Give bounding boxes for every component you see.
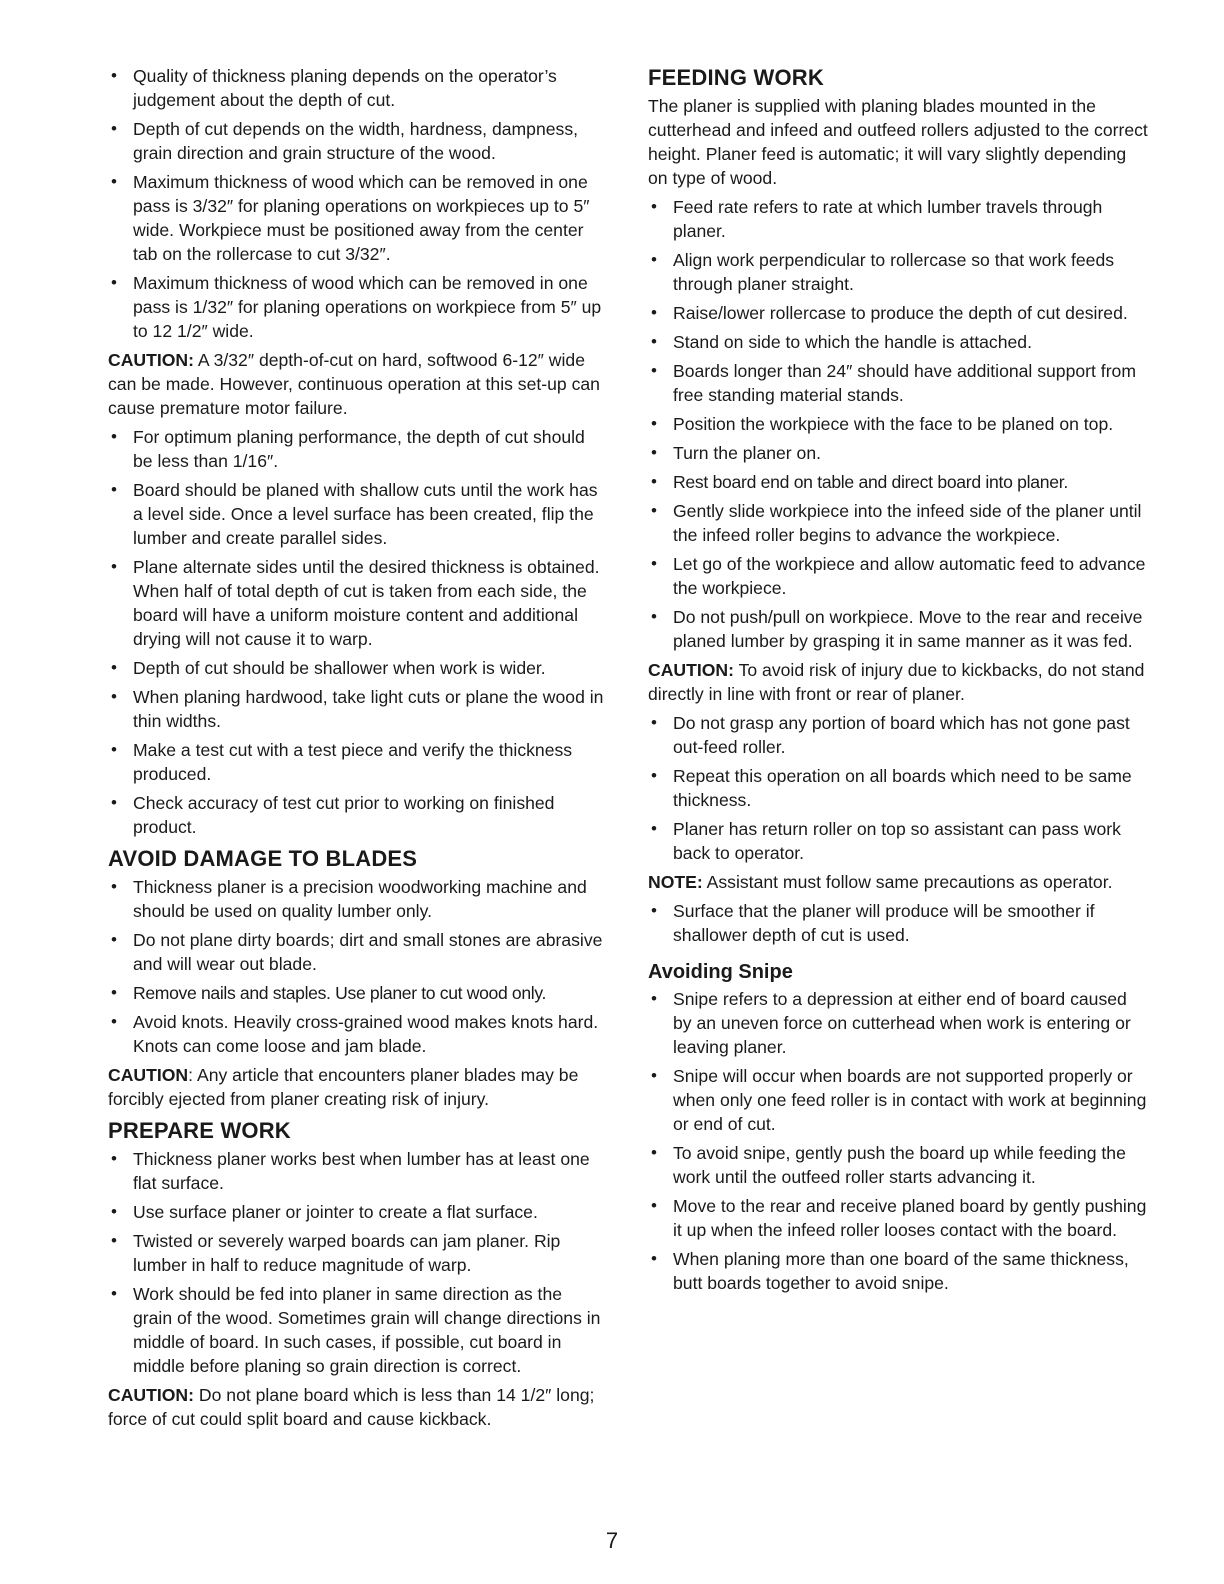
list-item: • Boards longer than 24″ should have additional support from free standing material stands. xyxy=(648,359,1148,407)
note-paragraph xyxy=(648,870,1148,894)
list-item: • Repeat this operation on all boards which need to be same thickness. xyxy=(648,764,1148,812)
handling-list xyxy=(648,711,1148,865)
list-item: • Work should be fed into planer in same direction as the grain of the wood. Sometimes grain will change directions in middle of board. In such cases, if possible, cut board in middle before planing so grain direction is correct. xyxy=(108,1282,604,1378)
list-item: • Gently slide workpiece into the infeed side of the planer until the infeed roller begins to advance the workpiece. xyxy=(648,499,1148,547)
list-item: • Maximum thickness of wood which can be removed in one pass is 3/32″ for planing operations on workpieces up to 5″ wide. Workpiece must be positioned away from the center tab on the rollercase to cut 3/32″. xyxy=(108,170,604,266)
avoid-damage-heading: AVOID DAMAGE TO BLADES xyxy=(108,846,418,871)
feeding-work-heading: FEEDING WORK xyxy=(648,65,824,90)
caution-label: CAUTION: xyxy=(108,350,195,370)
avoiding-snipe-heading: Avoiding Snipe xyxy=(648,961,793,983)
list-item: • Planer has return roller on top so assistant can pass work back to operator. xyxy=(648,817,1148,865)
list-item: • Use surface planer or jointer to create a flat surface. xyxy=(108,1200,604,1224)
list-item: • Stand on side to which the handle is attached. xyxy=(648,330,1148,354)
list-item: • Feed rate refers to rate at which lumber travels through planer. xyxy=(648,195,1148,243)
feeding-intro: The planer is supplied with planing blades mounted in the cutterhead and infeed and outfeed rollers adjusted to the correct height. Planer feed is automatic; it will vary slightly depending on type of wood. xyxy=(648,96,1148,188)
list-item: • Do not grasp any portion of board which has not gone past out-feed roller. xyxy=(648,711,1148,759)
note-label: NOTE: xyxy=(648,872,703,892)
list-item: • Raise/lower rollercase to produce the depth of cut desired. xyxy=(648,301,1148,325)
caution-label: CAUTION: xyxy=(108,1385,195,1405)
caution-paragraph xyxy=(108,1063,604,1111)
list-item: • Depth of cut should be shallower when work is wider. xyxy=(108,656,604,680)
list-item: • To avoid snipe, gently push the board up while feeding the work until the outfeed roller starts advancing it. xyxy=(648,1141,1148,1189)
caution-label: CAUTION: xyxy=(648,660,735,680)
prepare-work-heading: PREPARE WORK xyxy=(108,1118,291,1143)
list-item: • Do not push/pull on workpiece. Move to the rear and receive planed lumber by grasping it in same manner as it was fed. xyxy=(648,605,1148,653)
list-item: • Snipe will occur when boards are not supported properly or when only one feed roller is in contact with work at beginning or end of cut. xyxy=(648,1064,1148,1136)
list-item: • Do not plane dirty boards; dirt and small stones are abrasive and will wear out blade. xyxy=(108,928,604,976)
caution-paragraph xyxy=(108,1383,604,1431)
list-item: • For optimum planing performance, the depth of cut should be less than 1/16″. xyxy=(108,425,604,473)
snipe-list xyxy=(648,987,1148,1295)
surface-list xyxy=(648,899,1148,947)
list-item: • Board should be planed with shallow cuts until the work has a level side. Once a level surface has been created, flip the lumber and create parallel sides. xyxy=(108,478,604,550)
caution-text: Do not plane board which is less than 14 1/2″ long; force of cut could split board and cause kickback. xyxy=(108,1385,595,1429)
list-item: • Align work perpendicular to rollercase so that work feeds through planer straight. xyxy=(648,248,1148,296)
list-item: • Avoid knots. Heavily cross-grained wood makes knots hard. Knots can come loose and jam blade. xyxy=(108,1010,604,1058)
list-item: • Let go of the workpiece and allow automatic feed to advance the workpiece. xyxy=(648,552,1148,600)
caution-text: A 3/32″ depth-of-cut on hard, softwood 6-12″ wide can be made. However, continuous operation at this set-up can cause premature motor failure. xyxy=(108,350,600,418)
list-item: • Move to the rear and receive planed board by gently pushing it up when the infeed roller looses contact with the board. xyxy=(648,1194,1148,1242)
list-item: • Maximum thickness of wood which can be removed in one pass is 1/32″ for planing operations on workpiece from 5″ up to 12 1/2″ wide. xyxy=(108,271,604,343)
list-item: • Rest board end on table and direct board into planer. xyxy=(648,470,1148,494)
caution-text: To avoid risk of injury due to kickbacks, do not stand directly in line with front or rear of planer. xyxy=(648,660,1145,704)
list-item: • When planing hardwood, take light cuts or plane the wood in thin widths. xyxy=(108,685,604,733)
list-item: • Plane alternate sides until the desired thickness is obtained. When half of total depth of cut is taken from each side, the board will have a uniform moisture content and additional drying will not cause it to warp. xyxy=(108,555,604,651)
planing-tips-list xyxy=(108,425,604,839)
list-item: • Surface that the planer will produce will be smoother if shallower depth of cut is used. xyxy=(648,899,1148,947)
feeding-list xyxy=(648,195,1148,653)
list-item: • Check accuracy of test cut prior to working on finished product. xyxy=(108,791,604,839)
list-item: • Make a test cut with a test piece and verify the thickness produced. xyxy=(108,738,604,786)
page-number: 7 xyxy=(605,1528,619,1553)
caution-text: : Any article that encounters planer blades may be forcibly ejected from planer creating risk of injury. xyxy=(108,1065,579,1109)
note-text: Assistant must follow same precautions as operator. xyxy=(702,872,1113,892)
caution-paragraph xyxy=(108,348,604,420)
intro-list xyxy=(108,64,604,343)
list-item: • Twisted or severely warped boards can jam planer. Rip lumber in half to reduce magnitude of warp. xyxy=(108,1229,604,1277)
caution-paragraph xyxy=(648,658,1148,706)
list-item: • Quality of thickness planing depends on the operator’s judgement about the depth of cut. xyxy=(108,64,604,112)
avoid-damage-list xyxy=(108,875,604,1058)
list-item: • Position the workpiece with the face to be planed on top. xyxy=(648,412,1148,436)
list-item: • Turn the planer on. xyxy=(648,441,1148,465)
left-column xyxy=(108,64,604,1436)
list-item: • Thickness planer is a precision woodworking machine and should be used on quality lumber only. xyxy=(108,875,604,923)
list-item: • Snipe refers to a depression at either end of board caused by an uneven force on cutterhead when work is entering or leaving planer. xyxy=(648,987,1148,1059)
prepare-work-list xyxy=(108,1147,604,1378)
list-item: • Depth of cut depends on the width, hardness, dampness, grain direction and grain structure of the wood. xyxy=(108,117,604,165)
caution-label: CAUTION xyxy=(108,1065,189,1085)
list-item: • Thickness planer works best when lumber has at least one flat surface. xyxy=(108,1147,604,1195)
right-column xyxy=(648,64,1148,1300)
list-item: • When planing more than one board of the same thickness, butt boards together to avoid snipe. xyxy=(648,1247,1148,1295)
list-item: • Remove nails and staples. Use planer to cut wood only. xyxy=(108,981,604,1005)
